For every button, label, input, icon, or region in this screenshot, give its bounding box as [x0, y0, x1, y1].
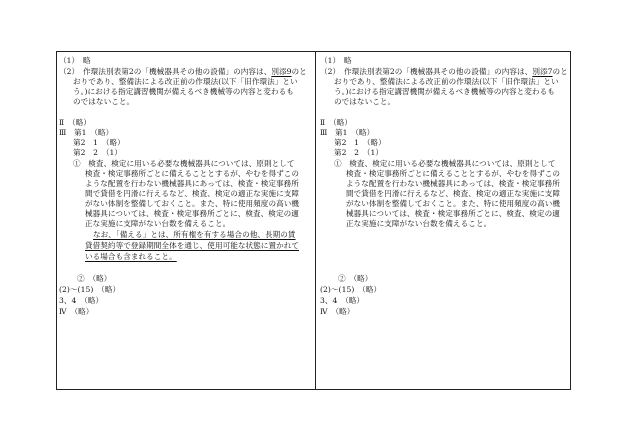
right-item-2-line-4: のではないこと。	[334, 97, 396, 106]
left-para-1-line-1: ① 検査、検定に用いる必要な機械器具については、原則として	[73, 159, 295, 168]
left-item-2-line-1	[59, 67, 307, 77]
right-range: (2)～(15) （略）	[320, 285, 382, 294]
left-note-line-2: 貸借契約等で登録期間全体を通じ、使用可能な状態に置かれて	[85, 241, 300, 250]
left-range: (2)～(15) （略）	[59, 285, 121, 294]
right-para-1-line-3: ような配置を行わない機械器具にあっては、検査・検定事務所	[346, 179, 560, 188]
right-item-2-line-3: う。)における指定講習機関が備えるべき機械等の内容と変わるも	[334, 87, 555, 96]
right-sub-2-2: 第2 2 （1）	[334, 148, 384, 157]
right-para-2: ② （略）	[338, 274, 373, 283]
right-item-2-text-b: のと	[552, 67, 568, 76]
left-item-2-text-a: （2） 作環法別表第2の「機械器具その他の設備」の内容は、	[59, 67, 272, 76]
right-section-IV: Ⅳ （略）	[320, 307, 355, 316]
right-items-3-4: 3、4 （略）	[320, 296, 365, 305]
right-section-III: Ⅲ 第1 （略）	[320, 128, 375, 137]
left-para-1-line-6: 械器具については、検査・検定事務所ごとに、検査、検定の適	[85, 209, 299, 218]
left-para-1-line-4: 間で貸借を円滑に行えるなど、検査、検定の適正な実施に支障	[85, 189, 300, 198]
left-note-line-1: なお、「備える」とは、所有権を有する場合の他、長期の賃	[93, 230, 296, 239]
right-sub-2-1: 第2 1 （略）	[334, 138, 386, 147]
right-attachment-ref: 別添7	[532, 67, 553, 76]
comparison-table	[56, 51, 571, 390]
left-sub-2-1: 第2 1 （略）	[73, 138, 125, 147]
right-column	[316, 52, 570, 389]
left-para-1-line-2: 検査・検定事務所ごとに備えることとするが、やむを得ずこの	[85, 169, 300, 178]
left-note-line-3: いる場合も含まれること。	[85, 252, 177, 261]
right-para-1-line-2: 検査・検定事務所ごとに備えることとするが、やむを得ずこの	[346, 169, 561, 178]
left-sub-2-2: 第2 2 （1）	[73, 148, 123, 157]
right-para-1-line-5: がない体制を整備しておくこと。また、特に使用頻度の高い機	[346, 199, 561, 208]
left-column	[57, 52, 316, 389]
left-item-2-line-3: う。)における指定講習機関が備えるべき機械等の内容と変わるも	[73, 87, 294, 96]
left-item-2-line-4: のではないこと。	[73, 97, 135, 106]
left-para-1-line-7: 正な実施に支障がない台数を備えること。	[85, 219, 231, 228]
left-items-3-4: 3、4 （略）	[59, 296, 104, 305]
right-item-2-line-2: おりであり、整備法による改正前の作環法(以下「旧作環法」とい	[334, 77, 559, 86]
left-item-1: （1） 略	[59, 56, 91, 65]
left-para-2: ② （略）	[77, 274, 112, 283]
right-section-II: Ⅱ （略）	[320, 118, 352, 127]
right-para-1-line-7: 正な実施に支障がない台数を備えること。	[346, 219, 492, 228]
left-section-III: Ⅲ 第1 （略）	[59, 128, 114, 137]
left-item-2-line-2: おりであり、整備法による改正前の作環法(以下「旧作環法」とい	[73, 77, 298, 86]
left-section-IV: Ⅳ （略）	[59, 307, 94, 316]
left-para-1-line-5: がない体制を整備しておくこと。また、特に使用頻度の高い機	[85, 199, 300, 208]
left-attachment-ref: 別添9	[271, 67, 292, 76]
left-section-II: Ⅱ （略）	[59, 118, 91, 127]
left-item-2-text-b: のと	[291, 67, 307, 76]
right-item-1: （1） 略	[320, 56, 352, 65]
right-item-2-line-1	[320, 67, 568, 77]
right-para-1-line-1: ① 検査、検定に用いる必要な機械器具については、原則として	[334, 159, 556, 168]
right-para-1-line-4: 間で貸借を円滑に行えるなど、検査、検定の適正な実施に支障	[346, 189, 561, 198]
left-para-1-line-3: ような配置を行わない機械器具にあっては、検査・検定事務所	[85, 179, 299, 188]
right-item-2-text-a: （2） 作環法別表第2の「機械器具その他の設備」の内容は、	[320, 67, 533, 76]
right-para-1-line-6: 械器具については、検査・検定事務所ごとに、検査、検定の適	[346, 209, 560, 218]
